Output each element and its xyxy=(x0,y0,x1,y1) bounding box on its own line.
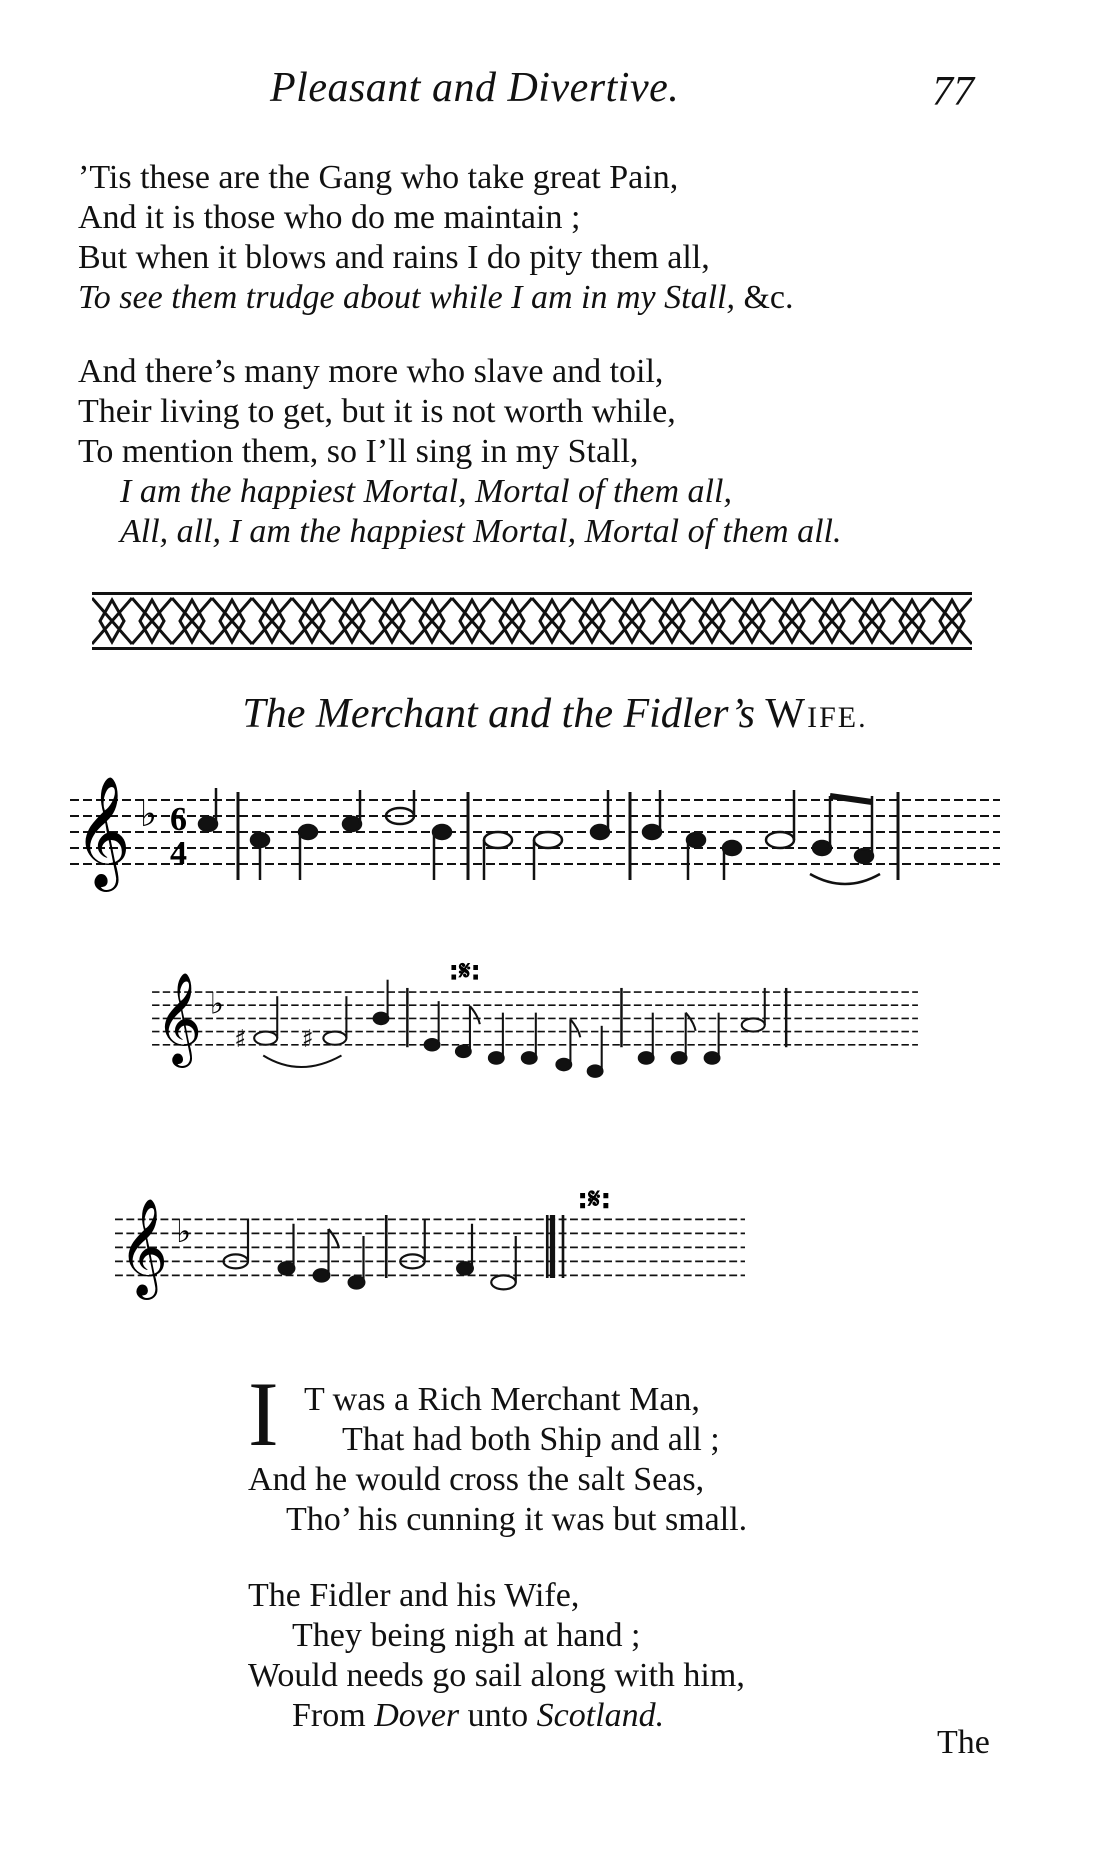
note xyxy=(199,817,217,831)
verse-2-line-4-mid: unto xyxy=(459,1697,537,1734)
stanza-a-etc: &c. xyxy=(734,279,794,316)
running-title: Pleasant and Divertive. xyxy=(270,65,680,111)
stanza-b-line-3: To mention them, so I’ll sing in my Stall, xyxy=(78,433,639,470)
note xyxy=(705,1052,720,1064)
stanza-a xyxy=(78,158,794,318)
half-note xyxy=(534,832,562,848)
stanza-a-italic-line: To see them trudge about while I am in my Stall, xyxy=(78,279,735,316)
verse-2-line-4-pre: From xyxy=(292,1697,375,1734)
time-signature-bottom: 4 xyxy=(170,835,187,872)
song-title xyxy=(0,690,1110,738)
note xyxy=(591,825,609,839)
note xyxy=(457,1262,473,1274)
note xyxy=(723,841,741,855)
ornament-motif xyxy=(652,598,692,644)
note xyxy=(349,1276,365,1288)
ornament-motif xyxy=(92,598,132,644)
music-staff-2 xyxy=(70,955,1000,1095)
treble-clef-icon: 𝄞 xyxy=(155,971,203,1064)
song-title-caps-rest: IFE. xyxy=(807,701,868,734)
sharp-sign-icon: ♯ xyxy=(234,1024,247,1054)
note xyxy=(588,1065,603,1077)
verse-1 xyxy=(248,1380,747,1540)
flat-sign-icon: ♭ xyxy=(176,1214,192,1251)
ornament-motif xyxy=(732,598,772,644)
treble-clef-icon: 𝄞 xyxy=(118,1197,169,1296)
verse-1-line-1: T was a Rich Merchant Man, xyxy=(304,1381,700,1418)
running-head xyxy=(0,64,1110,124)
verse-2-line-3: Would needs go sail along with him, xyxy=(248,1657,745,1694)
note xyxy=(456,1046,471,1058)
note xyxy=(279,1262,295,1274)
note xyxy=(425,1039,440,1051)
ornament-motif xyxy=(252,598,292,644)
ornament-motif xyxy=(532,598,572,644)
half-note xyxy=(254,1032,277,1045)
flat-sign-icon: ♭ xyxy=(140,794,157,835)
ornament-motif xyxy=(612,598,652,644)
note xyxy=(643,825,661,839)
music-staff-1 xyxy=(70,770,1000,910)
page-number: 77 xyxy=(932,69,974,115)
ornament-motif xyxy=(132,598,172,644)
note xyxy=(672,1052,687,1064)
time-signature-top: 6 xyxy=(170,801,187,838)
place-scotland: Scotland. xyxy=(536,1697,665,1734)
ornament-motif xyxy=(412,598,452,644)
stanza-b-line-2: Their living to get, but it is not worth while, xyxy=(78,393,676,430)
song-title-caps-initial: W xyxy=(765,691,808,737)
place-dover: Dover xyxy=(374,1697,460,1734)
ornament-motif xyxy=(772,598,812,644)
verse-2-line-1: The Fidler and his Wife, xyxy=(248,1577,580,1614)
note xyxy=(343,817,361,831)
verse-1-line-4: Tho’ his cunning it was but small. xyxy=(286,1501,748,1538)
verse-2-line-2: They being nigh at hand ; xyxy=(292,1617,641,1654)
note xyxy=(639,1052,654,1064)
note xyxy=(855,849,873,863)
ornament-motif xyxy=(692,598,732,644)
note xyxy=(687,833,705,847)
ornament-motif xyxy=(812,598,852,644)
ornament-motif xyxy=(892,598,932,644)
sharp-sign-icon: ♯ xyxy=(301,1024,314,1054)
refrain-line-1: I am the happiest Mortal, Mortal of them all, xyxy=(120,473,732,510)
ornament-motif xyxy=(852,598,892,644)
catchword: The xyxy=(937,1724,990,1761)
verse-1-line-3: And he would cross the salt Seas, xyxy=(248,1461,705,1498)
verse-2-line-4 xyxy=(248,1696,745,1736)
ornament-motif xyxy=(212,598,252,644)
drop-cap: I xyxy=(248,1363,279,1465)
ornament-motif xyxy=(492,598,532,644)
flat-sign-icon: ♭ xyxy=(209,985,224,1021)
treble-clef-icon: 𝄞 xyxy=(74,775,131,887)
refrain-line-2: All, all, I am the happiest Mortal, Mortal of them all. xyxy=(120,513,842,550)
stanza-a-line-4 xyxy=(78,278,794,318)
verse-2 xyxy=(248,1576,745,1736)
note xyxy=(556,1059,571,1071)
segno-sign: :𝄋: xyxy=(577,1182,612,1215)
half-note xyxy=(491,1275,516,1289)
verse-1-line-2: That had both Ship and all ; xyxy=(342,1421,720,1458)
ornament-motif xyxy=(572,598,612,644)
segno-sign: :𝄋: xyxy=(448,956,481,987)
ornamental-rule xyxy=(92,590,972,652)
ornament-motif xyxy=(332,598,372,644)
stanza-a-line-3: But when it blows and rains I do pity them all, xyxy=(78,239,710,276)
ornament-motif xyxy=(172,598,212,644)
ornament-motif xyxy=(452,598,492,644)
stanza-a-line-2: And it is those who do me maintain ; xyxy=(78,199,581,236)
note xyxy=(433,825,451,839)
stanza-b-line-1: And there’s many more who slave and toil, xyxy=(78,353,664,390)
ornament-motif xyxy=(372,598,412,644)
note xyxy=(299,825,317,839)
note xyxy=(813,841,831,855)
note xyxy=(314,1269,330,1281)
ornament-motif xyxy=(292,598,332,644)
song-title-caps xyxy=(765,691,867,737)
note xyxy=(374,1013,389,1025)
note xyxy=(522,1052,537,1064)
ornament-motif xyxy=(932,598,972,644)
song-title-italic: The Merchant and the Fidler’s xyxy=(242,691,755,737)
note xyxy=(489,1052,504,1064)
half-note xyxy=(742,1018,765,1031)
music-staff-3 xyxy=(70,1180,790,1320)
half-note xyxy=(323,1032,346,1045)
stanza-b xyxy=(78,352,842,552)
half-note xyxy=(766,832,794,848)
stanza-a-line-1: ’Tis these are the Gang who take great Pain, xyxy=(78,159,679,196)
half-note xyxy=(484,832,512,848)
